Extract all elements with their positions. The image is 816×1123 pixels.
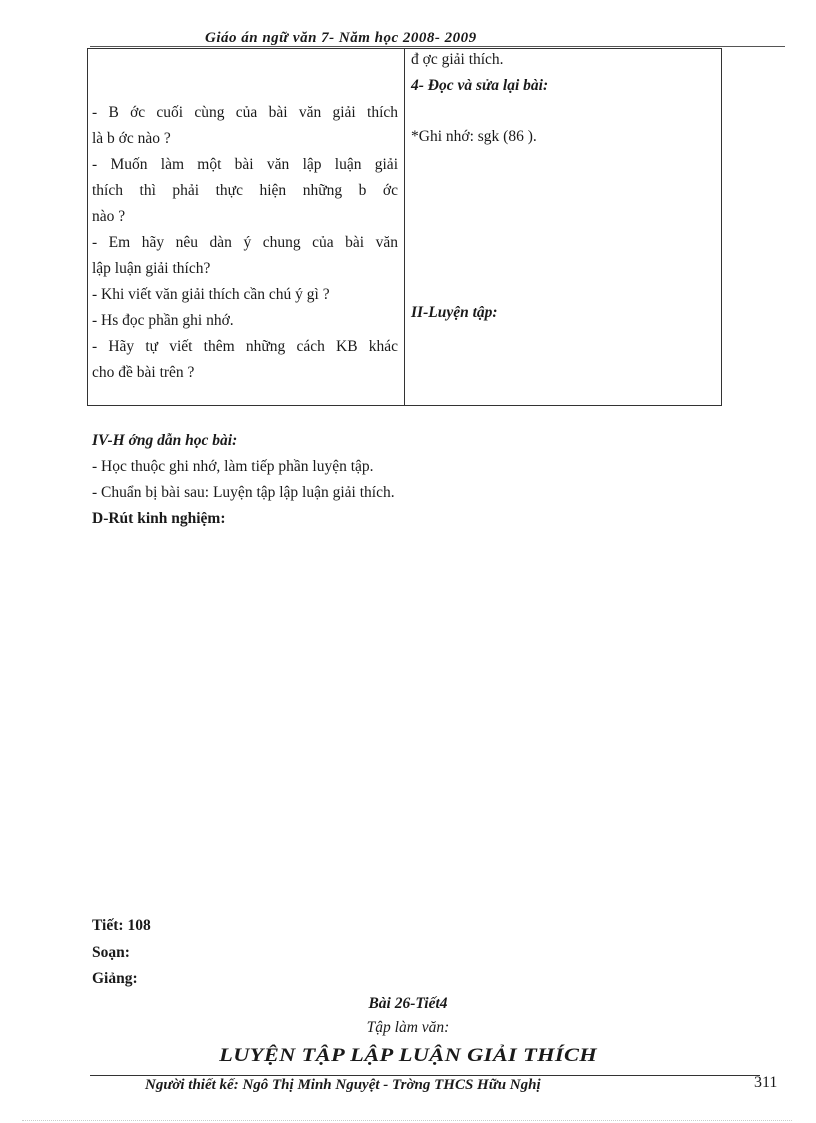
section-iv-item-2: - Chuẩn bị bài sau: Luyện tập lập luận giải thích. <box>92 484 395 501</box>
table-left-line: - Muốn làm một bài văn lập luận giải <box>92 156 398 173</box>
section-iv-heading: IV-H ớng dẫn học bài: <box>92 432 238 449</box>
table-right-heading-luyen-tap: II-Luyện tập: <box>411 304 498 321</box>
table-right-ghi-nho: *Ghi nhớ: sgk (86 ). <box>411 128 537 145</box>
footer-rule <box>90 1075 760 1076</box>
table-left-line: thích thì phải thực hiện những b ớc <box>92 182 398 199</box>
table-left-line: - Khi viết văn giải thích cần chú ý gì ? <box>92 286 330 303</box>
table-left-line: - Hs đọc phần ghi nhớ. <box>92 312 234 329</box>
table-left-column <box>92 100 398 386</box>
page-bottom-border <box>22 1120 792 1121</box>
lesson-giang: Giảng: <box>92 970 138 987</box>
table-column-divider <box>404 48 405 406</box>
table-left-line: - B ớc cuối cùng của bài văn giải thích <box>92 104 398 121</box>
lesson-bai: Bài 26-Tiết4 <box>368 995 448 1012</box>
lesson-subject: Tập làm văn: <box>366 1019 450 1036</box>
footer-author: Người thiết kế: Ngô Thị Minh Nguyệt - Trờng THCS Hữu Nghị <box>145 1077 541 1093</box>
table-left-line: lập luận giải thích? <box>92 260 211 277</box>
table-left-line: - Hãy tự viết thêm những cách KB khác <box>92 338 398 355</box>
table-left-line: nào ? <box>92 208 126 225</box>
section-d-heading: D-Rút kinh nghiệm: <box>92 510 226 527</box>
table-left-line: - Em hãy nêu dàn ý chung của bài văn <box>92 234 398 251</box>
table-left-line: là b ớc nào ? <box>92 130 171 147</box>
header-rule <box>90 46 785 47</box>
page-number: 311 <box>754 1074 778 1091</box>
table-right-line-1: đ ợc giải thích. <box>411 51 504 68</box>
table-left-line: cho đề bài trên ? <box>92 364 195 381</box>
section-iv-item-1: - Học thuộc ghi nhớ, làm tiếp phần luyện tập. <box>92 458 374 475</box>
lesson-soan: Soạn: <box>92 944 130 961</box>
page-header-title: Giáo án ngữ văn 7- Năm học 2008- 2009 <box>205 30 477 46</box>
lesson-main-title: LUYỆN TẬP LẬP LUẬN GIẢI THÍCH <box>219 1045 597 1066</box>
table-right-heading-doc-sua: 4- Đọc và sửa lại bài: <box>411 77 549 94</box>
lesson-tiet: Tiết: 108 <box>92 917 151 934</box>
